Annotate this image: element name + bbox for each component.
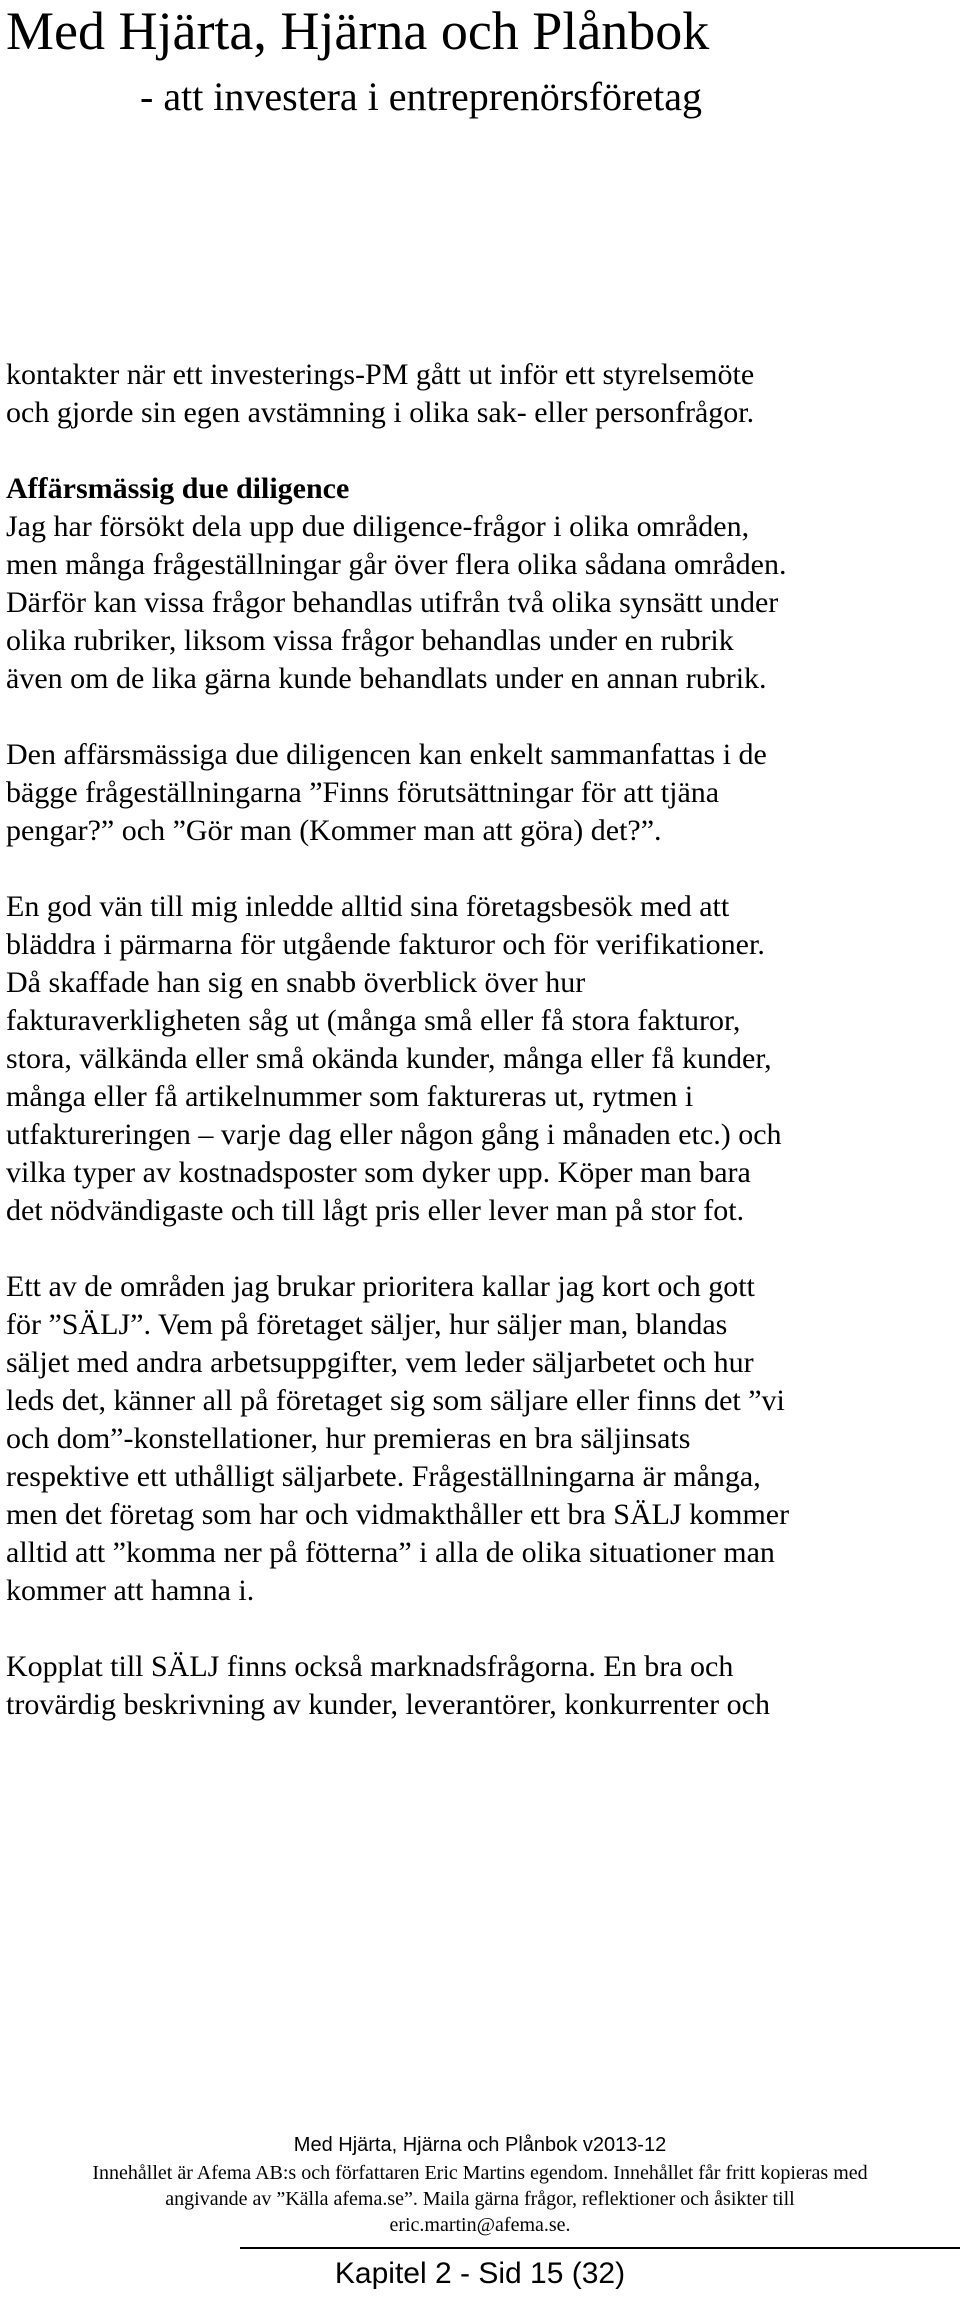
page-footer xyxy=(0,2130,960,2238)
text-line: och gjorde sin egen avstämning i olika sak- eller personfrågor. xyxy=(6,396,755,429)
section-heading: Affärsmässig due diligence xyxy=(6,472,350,505)
text-line: utfaktureringen – varje dag eller någon gång i månaden etc.) och xyxy=(6,1118,782,1151)
body-text xyxy=(6,356,956,1724)
text-line: Ett av de områden jag brukar prioritera kallar jag kort och gott xyxy=(6,1270,755,1303)
text-line: säljet med andra arbetsuppgifter, vem leder säljarbetet och hur xyxy=(6,1346,754,1379)
text-line: bägge frågeställningarna ”Finns förutsättningar för att tjäna xyxy=(6,776,720,809)
text-line: många eller få artikelnummer som faktureras ut, rytmen i xyxy=(6,1080,694,1113)
document-subtitle: - att investera i entreprenörsföretag xyxy=(140,74,702,119)
paragraph xyxy=(6,888,956,1230)
text-line: Då skaffade han sig en snabb överblick över hur xyxy=(6,966,586,999)
text-line: Därför kan vissa frågor behandlas utifrån två olika synsätt under xyxy=(6,586,779,619)
text-line: En god vän till mig inledde alltid sina företagsbesök med att xyxy=(6,890,730,923)
text-line: alltid att ”komma ner på fötterna” i alla de olika situationer man xyxy=(6,1536,775,1569)
text-line: Den affärsmässiga due diligencen kan enkelt sammanfattas i de xyxy=(6,738,767,771)
text-line: för ”SÄLJ”. Vem på företaget säljer, hur säljer man, blandas xyxy=(6,1308,728,1341)
text-line: kommer att hamna i. xyxy=(6,1574,255,1607)
text-line: trovärdig beskrivning av kunder, leverantörer, konkurrenter och xyxy=(6,1688,770,1721)
text-line: Jag har försökt dela upp due diligence-frågor i olika områden, xyxy=(6,510,750,543)
paragraph xyxy=(6,356,956,432)
footer-version: Med Hjärta, Hjärna och Plånbok v2013-12 xyxy=(293,2134,667,2156)
footer-email: eric.martin@afema.se. xyxy=(389,2214,571,2236)
text-line: respektive ett uthålligt säljarbete. Frågeställningarna är många, xyxy=(6,1460,761,1493)
paragraph xyxy=(6,1268,956,1610)
text-line: Kopplat till SÄLJ finns också marknadsfrågorna. En bra och xyxy=(6,1650,734,1683)
text-line: olika rubriker, liksom vissa frågor behandlas under en rubrik xyxy=(6,624,734,657)
paragraph xyxy=(6,736,956,850)
text-line: vilka typer av kostnadsposter som dyker upp. Köper man bara xyxy=(6,1156,751,1189)
text-line: leds det, känner all på företaget sig som säljare eller finns det ”vi xyxy=(6,1384,785,1417)
document-title: Med Hjärta, Hjärna och Plånbok xyxy=(6,1,710,61)
paragraph xyxy=(6,1648,956,1724)
text-line: fakturaverkligheten såg ut (många små eller få stora fakturor, xyxy=(6,1004,741,1037)
footer-copyright-line: angivande av ”Källa afema.se”. Maila gärna frågor, reflektioner och åsikter till xyxy=(165,2188,795,2210)
paragraph xyxy=(6,470,956,698)
text-line: men många frågeställningar går över flera olika sådana områden. xyxy=(6,548,787,581)
footer-copyright-line: Innehållet är Afema AB:s och författaren Eric Martins egendom. Innehållet får fritt kopieras med xyxy=(92,2162,868,2184)
text-line: kontakter när ett investerings-PM gått ut inför ett styrelsemöte xyxy=(6,358,755,391)
text-line: och dom”-konstellationer, hur premieras en bra säljinsats xyxy=(6,1422,691,1455)
footer-divider xyxy=(240,2247,960,2249)
text-line: det nödvändigaste och till lågt pris eller lever man på stor fot. xyxy=(6,1194,745,1227)
text-line: bläddra i pärmarna för utgående fakturor och för verifikationer. xyxy=(6,928,765,961)
text-line: även om de lika gärna kunde behandlats under en annan rubrik. xyxy=(6,662,767,695)
text-line: stora, välkända eller små okända kunder, många eller få kunder, xyxy=(6,1042,772,1075)
text-line: pengar?” och ”Gör man (Kommer man att göra) det?”. xyxy=(6,814,662,847)
page-number: Kapitel 2 - Sid 15 (32) xyxy=(334,2257,626,2290)
text-line: men det företag som har och vidmakthåller ett bra SÄLJ kommer xyxy=(6,1498,790,1531)
